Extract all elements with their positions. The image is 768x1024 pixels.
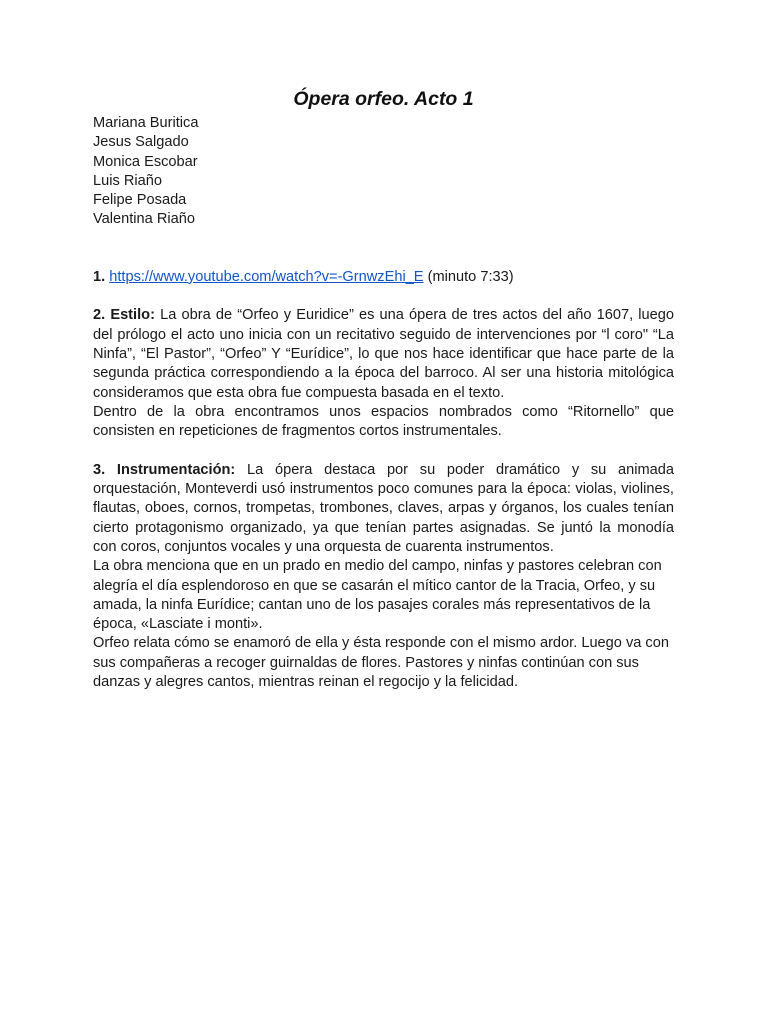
section-2-paragraph-2: Dentro de la obra encontramos unos espacios nombrados como “Ritornello” que consisten en repeticiones de fragmentos cortos instrumentales.	[93, 403, 674, 440]
author-name: Luis Riaño	[93, 172, 162, 189]
author-name: Mariana Buritica	[93, 115, 199, 131]
section-3-text-1: La ópera destaca por su poder dramático y su animada orquestación, Monteverdi usó instrumentos poco comunes para la época: violas, violines, flautas, oboes, cornos, trompetas, trombones, claves, arpas y órganos, los cuales tenían cierto protagonismo organizado, ya que tenían partes asignadas. Se juntó la monodía con coros, conjuntos vocales y una orquesta de cuarenta instrumentos.	[93, 461, 674, 555]
section-1-suffix: (minuto 7:33)	[427, 268, 514, 285]
section-1-reference	[93, 268, 674, 287]
section-2-text-1: La obra de “Orfeo y Euridice” es una ópera de tres actos del año 1607, luego del prólogo el acto uno inicia con un recitativo seguido de intervenciones por “l coro" “La Ninfa”, “El Pastor”, “Orfeo” Y “Eurídice”, lo que nos hace identificar que hace parte de la segunda práctica correspondiendo a la época del barroco. Al ser una historia mitológica consideramos que esta obra fue compuesta basada en el texto.	[93, 307, 674, 401]
section-3-paragraph-3: Orfeo relata cómo se enamoró de ella y ésta responde con el mismo ardor. Luego va con sus compañeras a recoger guirnaldas de flores. Pastores y ninfas continúan con sus danzas y alegres cantos, mientras reinan el regocijo y la felicidad.	[93, 635, 669, 691]
author-name: Valentina Riaño	[93, 211, 195, 228]
youtube-link[interactable]: https://www.youtube.com/watch?v=-GrnwzEhi_E	[109, 268, 424, 285]
section-3-paragraph-2: La obra menciona que en un prado en medio del campo, ninfas y pastores celebran con alegría el día esplendoroso en que se casarán el mítico cantor de la Tracia, Orfeo, y su amada, la ninfa Eurídice; cantan uno de los pasajes corales más representativos de la época, «Lasciate i monti».	[93, 558, 662, 633]
author-list	[93, 114, 674, 230]
author-name: Monica Escobar	[93, 153, 198, 170]
section-3-heading: 3. Instrumentación:	[93, 461, 236, 478]
author-name: Felipe Posada	[93, 192, 187, 209]
section-1-number: 1.	[93, 268, 106, 285]
document-page	[93, 86, 674, 692]
document-title: Ópera orfeo. Acto 1	[293, 88, 474, 110]
section-3-paragraph-1	[93, 461, 674, 557]
section-2-paragraph-1	[93, 306, 674, 402]
author-name: Jesus Salgado	[93, 134, 189, 151]
section-2-heading: 2. Estilo:	[93, 307, 155, 324]
